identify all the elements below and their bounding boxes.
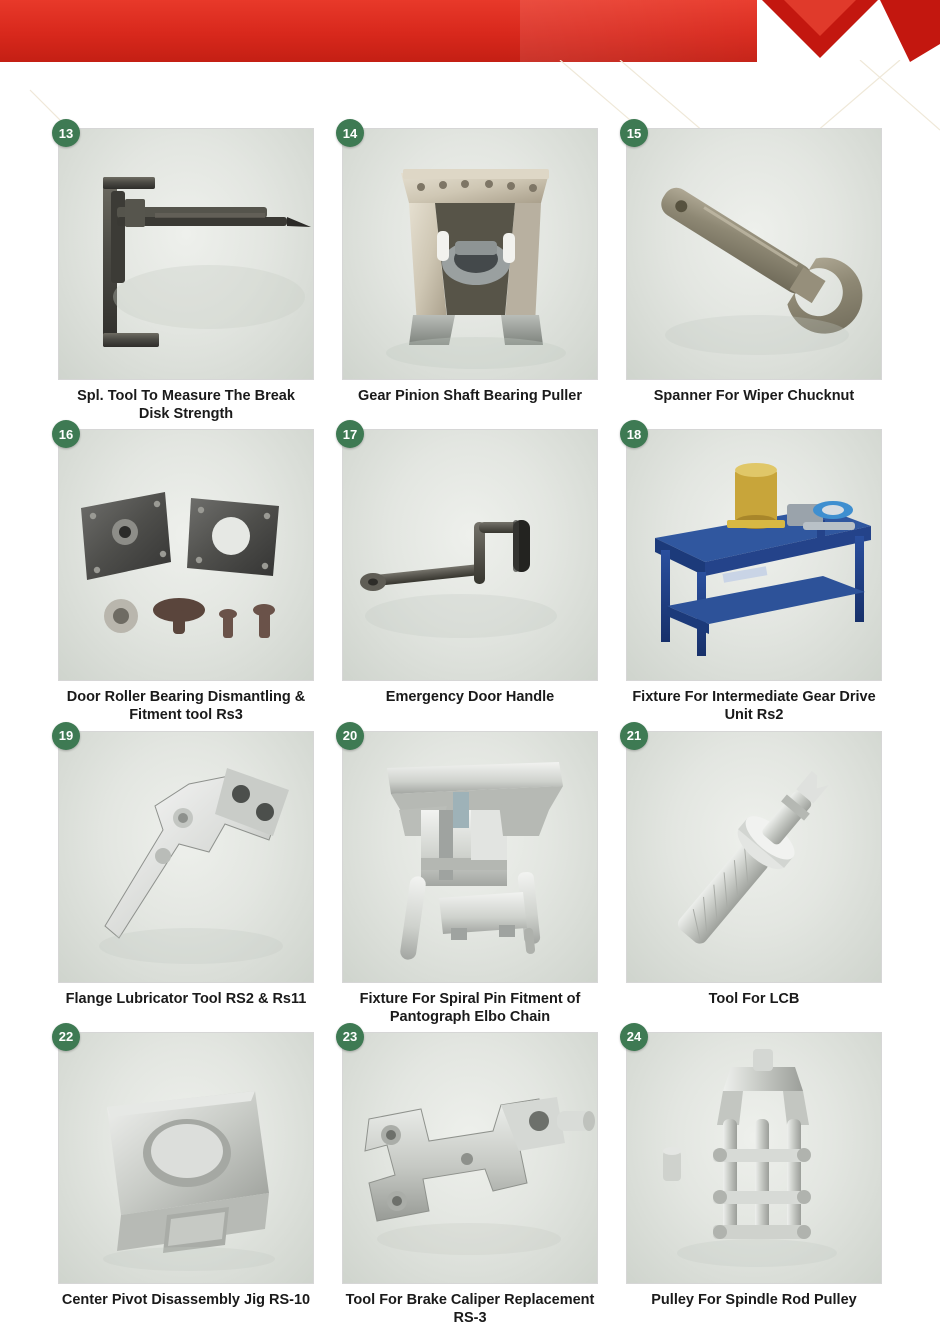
gear-drive-fixture-photo — [626, 429, 882, 681]
product-caption: Center Pivot Disassembly Jig RS-10 — [61, 1291, 311, 1308]
product-card[interactable] — [342, 728, 598, 1026]
product-caption: Spl. Tool To Measure The Break Disk Strength — [77, 388, 295, 423]
flange-lubricator-tool-photo — [58, 731, 314, 983]
product-card[interactable] — [58, 125, 314, 423]
product-card[interactable] — [342, 125, 598, 423]
product-caption: Fixture For Intermediate Gear Drive Unit Rs2 — [632, 689, 876, 724]
brake-caliper-tool-photo — [342, 1032, 598, 1284]
product-caption: Emergency Door Handle — [385, 689, 555, 706]
item-number-badge: 17 — [336, 420, 364, 448]
item-number-badge: 23 — [336, 1023, 364, 1051]
product-row — [58, 125, 882, 423]
product-row — [58, 1029, 882, 1327]
bearing-puller-photo — [342, 128, 598, 380]
product-card[interactable] — [58, 426, 314, 724]
product-card[interactable] — [58, 1029, 314, 1327]
emergency-door-handle-photo — [342, 429, 598, 681]
product-caption: Fixture For Spiral Pin Fitment of Pantograph Elbo Chain — [359, 990, 581, 1025]
item-number-badge: 15 — [620, 119, 648, 147]
item-number-badge: 19 — [52, 722, 80, 750]
product-caption: Tool For Brake Caliper Replacement RS-3 — [345, 1291, 595, 1326]
item-number-badge: 18 — [620, 420, 648, 448]
item-number-badge: 22 — [52, 1023, 80, 1051]
caliper-gauge-photo — [58, 128, 314, 380]
spindle-rod-pulley-photo — [626, 1032, 882, 1284]
header-white-strip — [0, 62, 940, 82]
hook-spanner-photo — [626, 128, 882, 380]
product-card[interactable] — [342, 426, 598, 724]
product-caption: Door Roller Bearing Dismantling & Fitment tool Rs3 — [66, 689, 306, 724]
item-number-badge: 16 — [52, 420, 80, 448]
item-number-badge: 24 — [620, 1023, 648, 1051]
item-number-badge: 14 — [336, 119, 364, 147]
item-number-badge: 13 — [52, 119, 80, 147]
product-card[interactable] — [342, 1029, 598, 1327]
door-roller-bearing-tool-photo — [58, 429, 314, 681]
lcb-tool-photo — [626, 731, 882, 983]
center-pivot-jig-photo — [58, 1032, 314, 1284]
item-number-badge: 21 — [620, 722, 648, 750]
product-card[interactable] — [626, 728, 882, 1026]
product-caption: Pulley For Spindle Rod Pulley — [651, 1291, 857, 1308]
item-number-badge: 20 — [336, 722, 364, 750]
product-card[interactable] — [626, 1029, 882, 1327]
product-caption: Flange Lubricator Tool RS2 & Rs11 — [65, 990, 307, 1007]
product-row — [58, 426, 882, 724]
product-grid — [0, 125, 940, 1333]
spiral-pin-fixture-photo — [342, 731, 598, 983]
product-caption: Tool For LCB — [708, 990, 800, 1007]
product-card[interactable] — [58, 728, 314, 1026]
product-card[interactable] — [626, 125, 882, 423]
product-card[interactable] — [626, 426, 882, 724]
product-caption: Gear Pinion Shaft Bearing Puller — [358, 388, 582, 404]
product-caption: Spanner For Wiper Chucknut — [653, 388, 855, 404]
product-row — [58, 728, 882, 1026]
page-header — [0, 0, 940, 82]
